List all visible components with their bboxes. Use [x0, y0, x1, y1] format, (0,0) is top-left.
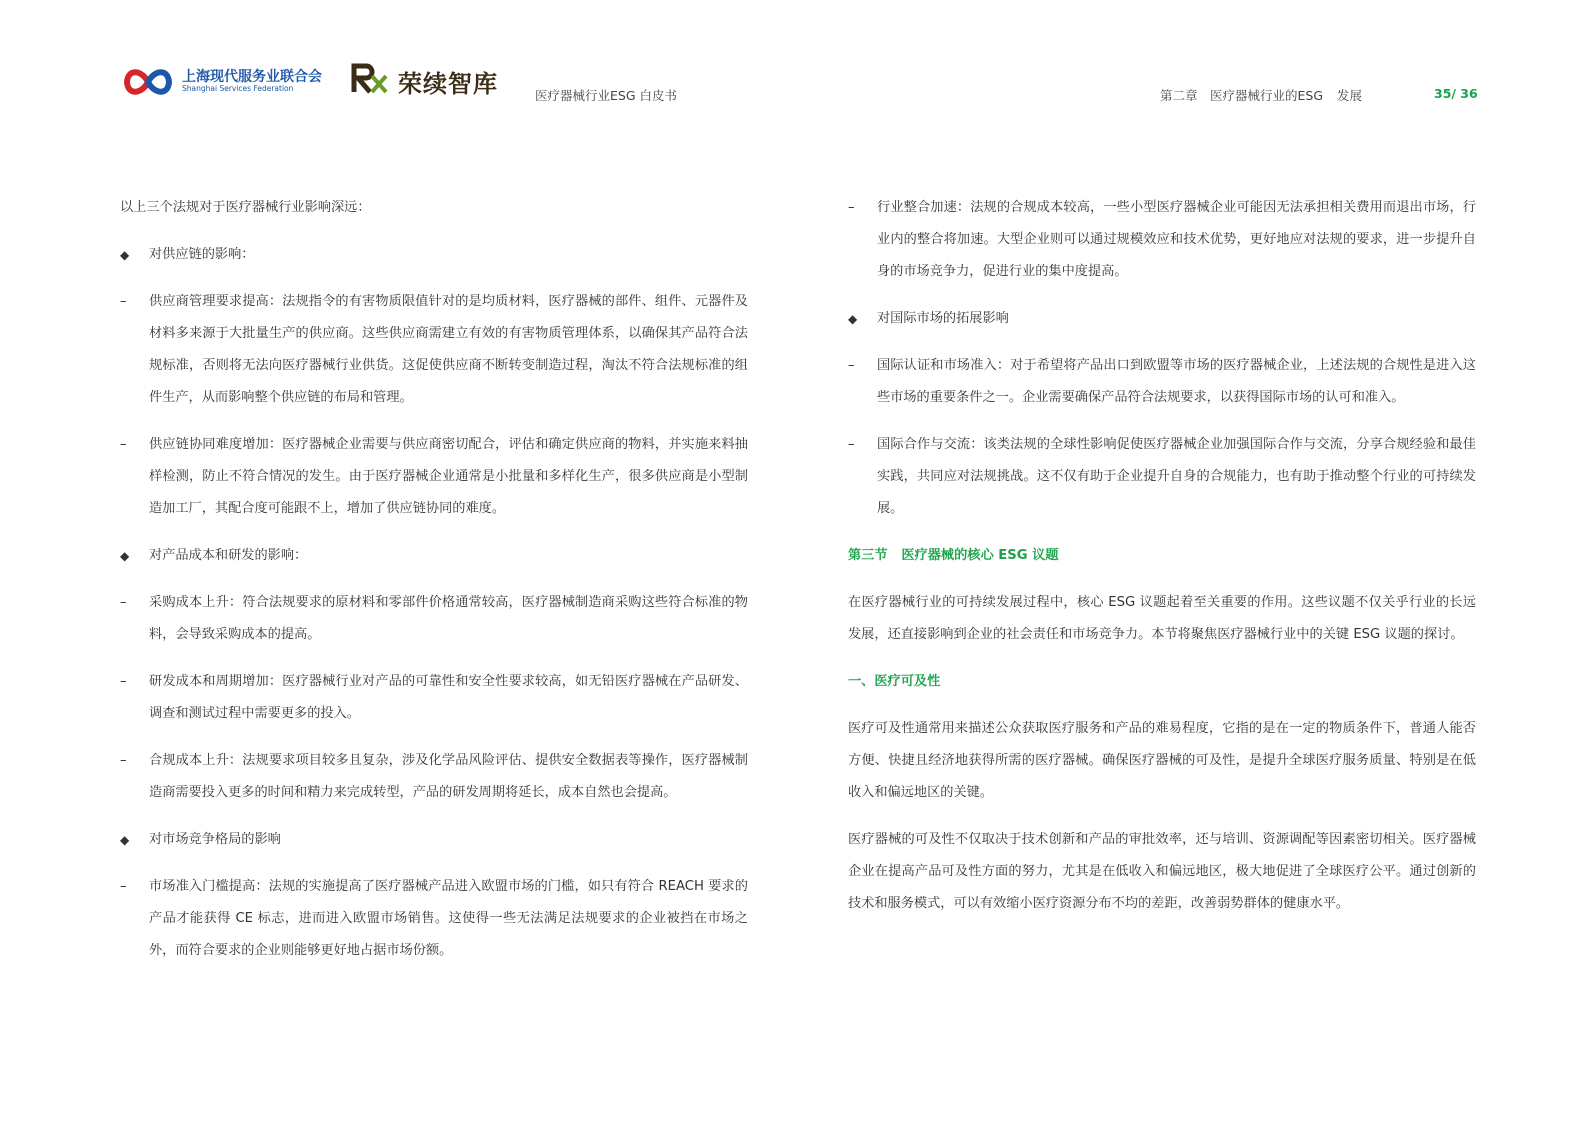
page-number: 35/ 36 — [1434, 86, 1478, 101]
bullet-item — [848, 303, 1476, 335]
dash-item — [848, 429, 1476, 525]
dash-item — [120, 666, 748, 730]
bullet-item — [120, 540, 748, 572]
dash-item — [120, 745, 748, 809]
dash-text: 供应链协同难度增加：医疗器械企业需要与供应商密切配合，评估和确定供应商的物料，并实施来料抽样检测，防止不符合情况的发生。由于医疗器械企业通常是小批量和多样化生产，很多供应商是小型制造加工厂，其配合度可能跟不上，增加了供应链协同的难度。 — [149, 437, 748, 516]
rongxu-think-tank-logo — [350, 60, 510, 100]
diamond-bullet-icon: ◆ — [848, 312, 858, 326]
dash-item — [120, 871, 748, 967]
subsection-heading: 一、医疗可及性 — [848, 674, 941, 689]
bullet-text: 对市场竞争格局的影响 — [149, 832, 281, 847]
dash-marker-icon: – — [848, 200, 855, 215]
dash-item — [848, 192, 1476, 288]
dash-text: 研发成本和周期增加：医疗器械行业对产品的可靠性和安全性要求较高，如无铅医疗器械在产品研发、调查和测试过程中需要更多的投入。 — [149, 674, 748, 721]
right-column — [848, 192, 1476, 935]
dash-text: 国际认证和市场准入：对于希望将产品出口到欧盟等市场的医疗器械企业，上述法规的合规性是进入这些市场的重要条件之一。企业需要确保产品符合法规要求，以获得国际市场的认可和准入。 — [877, 358, 1476, 405]
dash-marker-icon: – — [120, 294, 127, 309]
bullet-text: 对国际市场的拓展影响 — [877, 311, 1009, 326]
page-header — [0, 0, 1587, 130]
sf-logo-cn-text: 上海现代服务业联合会 — [182, 69, 322, 85]
dash-text: 采购成本上升：符合法规要求的原材料和零部件价格通常较高，医疗器械制造商采购这些符合标准的物料，会导致采购成本的提高。 — [149, 595, 748, 642]
diamond-bullet-icon: ◆ — [120, 549, 130, 563]
section-paragraph: 医疗器械的可及性不仅取决于技术创新和产品的审批效率，还与培训、资源调配等因素密切相关。医疗器械企业在提高产品可及性方面的努力，尤其是在低收入和偏远地区，极大地促进了全球医疗公平。通过创新的技术和服务模式，可以有效缩小医疗资源分布不均的差距，改善弱势群体的健康水平。 — [848, 832, 1476, 911]
dash-item — [120, 587, 748, 651]
section-heading — [848, 540, 1476, 572]
dash-item — [848, 350, 1476, 414]
bullet-item — [120, 824, 748, 856]
dash-marker-icon: – — [120, 437, 127, 452]
dash-item — [120, 286, 748, 414]
dash-marker-icon: – — [848, 358, 855, 373]
rx-logo-icon — [350, 62, 390, 96]
diamond-bullet-icon: ◆ — [120, 833, 130, 847]
dash-marker-icon: – — [848, 437, 855, 452]
chapter-title: 第二章 医疗器械行业的ESG 发展 — [1160, 88, 1362, 103]
dash-text: 合规成本上升：法规要求项目较多且复杂，涉及化学品风险评估、提供安全数据表等操作，医疗器械制造商需要投入更多的时间和精力来完成转型，产品的研发周期将延长，成本自然也会提高。 — [149, 753, 748, 800]
bullet-text: 对供应链的影响： — [149, 247, 255, 262]
sf-infinity-logo-icon — [124, 62, 172, 102]
dash-item — [120, 429, 748, 525]
diamond-bullet-icon: ◆ — [120, 248, 130, 262]
intro-paragraph: 以上三个法规对于医疗器械行业影响深远： — [120, 200, 371, 215]
shanghai-services-federation-logo — [124, 62, 329, 102]
left-column — [120, 192, 748, 982]
dash-marker-icon: – — [120, 879, 127, 894]
dash-marker-icon: – — [120, 753, 127, 768]
document-title: 医疗器械行业ESG 白皮书 — [535, 88, 677, 103]
bullet-item — [120, 239, 748, 271]
dash-text: 行业整合加速：法规的合规成本较高，一些小型医疗器械企业可能因无法承担相关费用而退出市场，行业内的整合将加速。大型企业则可以通过规模效应和技术优势，更好地应对法规的要求，进一步提升自身的市场竞争力，促进行业的集中度提高。 — [877, 200, 1476, 279]
section-paragraph: 医疗可及性通常用来描述公众获取医疗服务和产品的难易程度，它指的是在一定的物质条件下，普通人能否方便、快捷且经济地获得所需的医疗器械。确保医疗器械的可及性，是提升全球医疗服务质量、特别是在低收入和偏远地区的关键。 — [848, 721, 1476, 800]
dash-text: 供应商管理要求提高：法规指令的有害物质限值针对的是均质材料，医疗器械的部件、组件、元器件及材料多来源于大批量生产的供应商。这些供应商需建立有效的有害物质管理体系，以确保其产品符合法规标准，否则将无法向医疗器械行业供货。这促使供应商不断转变制造过程，淘汰不符合法规标准的组件生产，从而影响整个供应链的布局和管理。 — [149, 294, 748, 405]
dash-marker-icon: – — [120, 674, 127, 689]
section-title: 医疗器械的核心 ESG 议题 — [901, 548, 1059, 563]
dash-text: 市场准入门槛提高：法规的实施提高了医疗器械产品进入欧盟市场的门槛，如只有符合 REACH 要求的产品才能获得 CE 标志，进而进入欧盟市场销售。这使得一些无法满足法规要求的企业被挡在市场之外，而符合要求的企业则能够更好地占据市场份额。 — [149, 879, 748, 958]
bullet-text: 对产品成本和研发的影响： — [149, 548, 308, 563]
section-label: 第三节 — [848, 548, 888, 563]
sf-logo-en-text: Shanghai Services Federation — [182, 84, 294, 93]
dash-text: 国际合作与交流：该类法规的全球性影响促使医疗器械企业加强国际合作与交流，分享合规经验和最佳实践，共同应对法规挑战。这不仅有助于企业提升自身的合规能力，也有助于推动整个行业的可持续发展。 — [877, 437, 1476, 516]
section-paragraph: 在医疗器械行业的可持续发展过程中，核心 ESG 议题起着至关重要的作用。这些议题不仅关乎行业的长远发展，还直接影响到企业的社会责任和市场竞争力。本节将聚焦医疗器械行业中的关键 ESG 议题的探讨。 — [848, 595, 1476, 642]
rx-logo-name: 荣续智库 — [398, 70, 498, 98]
dash-marker-icon: – — [120, 595, 127, 610]
